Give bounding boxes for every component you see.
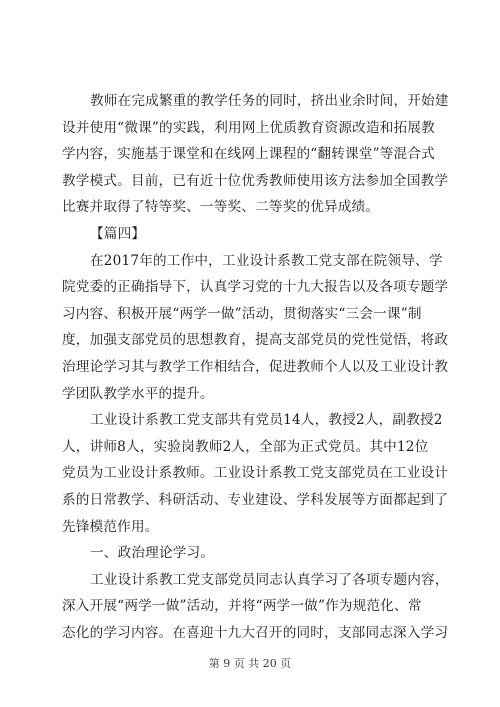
paragraph-line: 工业设计系教工党支部党员同志认真学习了各项专题内容， (90, 571, 449, 588)
paragraph-line: 在2017年的工作中，工业设计系教工党支部在院领导、学 (90, 252, 443, 269)
paragraph-line: 党员为工业设计系教师。工业设计系教工党支部党员在工业设计 (62, 465, 449, 482)
paragraph-line: 人，讲师8人，实验岗教师2人，全部为正式党员。其中12位 (62, 438, 429, 455)
paragraph-line: 度，加强支部党员的思想教育，提高支部党员的党性觉悟，将政 (62, 332, 449, 349)
paragraph-line: 设并使用“微课”的实践，利用网上优质教育资源改造和拓展教 (62, 119, 435, 136)
paragraph-line: 态化的学习内容。在喜迎十九大召开的同时，支部同志深入学习 (62, 624, 449, 641)
paragraph-line: 院党委的正确指导下，认真学习党的十九大报告以及各项专题学 (62, 279, 449, 296)
paragraph-line: 深入开展“两学一做”活动，并将“两学一做”作为规范化、常 (62, 598, 422, 615)
paragraph-line: 治理论学习其与教学工作相结合，促进教师个人以及工业设计教 (62, 358, 449, 375)
document-body (62, 88, 449, 646)
paragraph-line: 系的日常教学、科研活动、专业建设、学科发展等方面都起到了 (62, 491, 449, 508)
paragraph-line: 学团队教学水平的提升。 (62, 385, 214, 402)
section-heading: 【篇四】 (90, 225, 146, 242)
page-number-footer: 第 9 页 共 20 页 (208, 657, 292, 670)
paragraph-line: 教学模式。目前，已有近十位优秀教师使用该方法参加全国教学 (62, 172, 449, 189)
paragraph-line: 比赛并取得了特等奖、一等奖、二等奖的优异成绩。 (62, 199, 380, 216)
paragraph-line: 先锋模范作用。 (62, 518, 159, 535)
subsection-heading: 一、政治理论学习。 (90, 545, 215, 562)
paragraph-line: 工业设计系教工党支部共有党员14人，教授2人，副教授2 (90, 412, 443, 429)
paragraph-line: 教师在完成繁重的教学任务的同时，挤出业余时间，开始建 (90, 93, 449, 109)
paragraph-line: 学内容，实施基于课堂和在线网上课程的“翻转课堂”等混合式 (62, 146, 435, 163)
paragraph-line: 习内容、积极开展“两学一做”活动，贯彻落实“三会一课”制 (62, 305, 422, 322)
